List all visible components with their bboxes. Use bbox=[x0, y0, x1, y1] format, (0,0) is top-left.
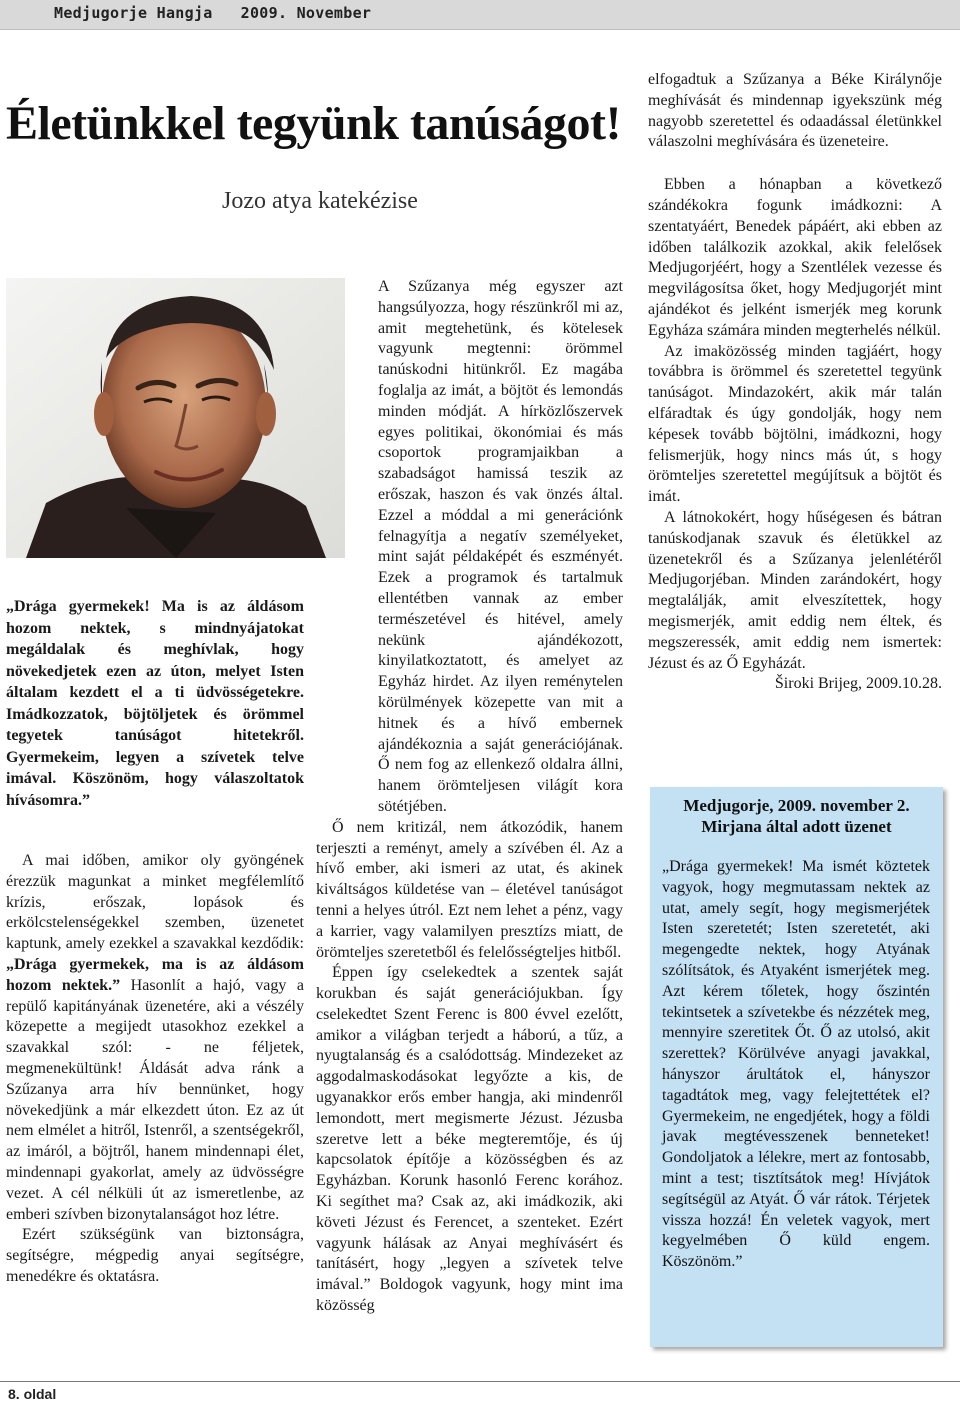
publication-header: Medjugorje Hangja 2009. November bbox=[54, 4, 372, 22]
quote-bold: „Drága gyermekek, ma is az áldásom hozom nektek.” bbox=[6, 955, 304, 994]
message-box-title bbox=[650, 795, 943, 837]
paragraph-text: Hasonlít a hajó, vagy a repülő kapitányának üzenetére, aki a vészély közepette a megijedt utasokhoz ezekkel a szavakkal szól: - ne féljetek, megmenekültünk! Áldását adva ránk a Szűzanya arra hív bennünket, hogy növekedjünk a már elkezdett úton. Ez az út nem elmélet a hitről, Istenről, a szentségekről, az imáról, a böjtről, hanem mindennapi élet, mindennapi gyakorlat, amely az üdvösségre vezet. A cél nélküli út az ismeretlenbe, az emberi szívben bizonytalanságot hoz létre. bbox=[6, 976, 304, 1223]
article-paragraph: Éppen így cselekedtek a szentek saját korukban és saját generációjukban. Így cselekedtet Szent Ferenc is 800 évvel ezelőtt, amikor a világban terjedt a háború, a tűz, a nyugtalanság és a csalódottság. Mindezeket az aggodalmaskodásokat legyőzte a kis, de ugyanakkor erős ember hangja, aki mindenről lemondott, mert megismerte Jézust. Jézusba szeretve lett a béke megteremtője, és új kapcsolatok építője a közösségben és az Egyházban. Korunk hasonló Ferenc korához. Ki segíthet ma? Csak az, aki imádkozik, aki követi Jézust és Ferencet, a szenteket. Ezért vagyunk hálásak az Anyai meghívásért és tanításért, hogy „legyen a szívetek telve imával.” Boldogok vagyunk, hogy mint ima közösség bbox=[316, 964, 623, 1315]
signature: Široki Brijeg, 2009.10.28. bbox=[774, 675, 942, 693]
article-paragraph: Az imaközösség minden tagjáért, hogy továbbra is örömmel és szeretettel tegyünk tanúságot. Mindazokért, akik már talán elfáradtak és úgy gondolják, hogy nem képesek tovább böjtölni, imádkozni, hogy felismerjük, hogy nincs más út, s hogy örömteljes szeretettel megújítsuk a böjtöt és imát. bbox=[648, 342, 942, 506]
column-right bbox=[648, 70, 942, 695]
column-middle bbox=[316, 277, 623, 1317]
column-middle-lead bbox=[378, 277, 623, 818]
article-paragraph bbox=[6, 851, 304, 1225]
portrait-photo-icon bbox=[6, 278, 345, 558]
article-paragraph: Ő nem kritizál, nem átkozódik, hanem terjeszti a reményt, amely a szívében él. Az a hívő ember, aki ismeri az utat, és akinek kiváltságos küldetése van – életével tanúságot tenni a helyes útról. Ezt nem lehet a pénz, vagy a karrier, vagy valamilyen presztízs miatt, de örömteljes szeretetből és felelősségteljes hitből. bbox=[316, 818, 623, 961]
article-title: Életünkkel tegyünk tanúságot! bbox=[6, 97, 621, 150]
article-subtitle: Jozo atya katekézise bbox=[222, 188, 418, 214]
page-number: 8. oldal bbox=[8, 1386, 57, 1402]
article-paragraph: elfogadtuk a Szűzanya a Béke Királynője meghívását és mindennap igyekszünk még nagyobb szeretettel és odaadással életünkkel válaszolni meghívására és üzeneteire. bbox=[648, 71, 942, 151]
message-box-title-line1: Medjugorje, 2009. november 2. bbox=[683, 796, 910, 815]
message-box-title-line2: Mirjana által adott üzenet bbox=[701, 817, 892, 836]
footer-divider bbox=[0, 1381, 960, 1382]
message-quote-bold: „Drága gyermekek! Ma is az áldásom hozom nektek, s mindnyájatokat megáldalak és meghívlak, hogy növekedjetek ezen az úton, melyet Isten általam kezdett el a ti üdvösségetekre. Imádkozzatok, böjtöljetek és örömmel tegyetek tanúságot hitetekről. Gyermekeim, legyen a szívetek telve imával. Köszönöm, hogy válaszoltatok hívásomra.” bbox=[6, 598, 304, 809]
message-box bbox=[650, 787, 943, 1347]
header-bar bbox=[0, 0, 960, 30]
paragraph-text: A mai időben, amikor oly gyöngének érezzük magunkat a minket megfélemlítő krízis, erőszak, lopások és erkölcstelenségekkel szemben, üzenetet kaptunk, amely ezekkel a szavakkal kezdődik: bbox=[6, 852, 304, 953]
article-paragraph: A látnokokért, hogy hűségesen és bátran tanúskodjanak szavuk és életükkel az üzenetekről és a Szűzanya jelenlétéről Medjugorjéban. Minden zarándokért, hogy megtalálják, amit elveszítettek, hogy megismerjék, amit eddig nem éltek, és megszeressék, amit eddig nem ismertek: Jézust és az Ő Egyházát. bbox=[648, 508, 942, 672]
article-paragraph: Ezért szükségünk van biztonságra, segítségre, mégpedig anyai segítségre, menedékre és oktatásra. bbox=[6, 1226, 304, 1285]
article-paragraph: Ebben a hónapban a következő szándékokra fogunk imádkozni: A szentatyáért, Benedek pápáért, aki ebben az időben találkozik azokkal, akik felelősek Medjugorjéért, hogy a Szentlélek vezesse és megvilágosítsa őket, hogy Medjugorjét mint ajándékot és jelként ismerjék meg korunk Egyháza számára minden megterhelés nélkül. bbox=[648, 176, 942, 339]
column-left bbox=[6, 596, 304, 1288]
article-paragraph: A Szűzanya még egyszer azt hangsúlyozza, hogy részünkről mi az, amit megtehetünk, és kötelesek vagyunk megtenni: örömmel tanúskodni hitünkről. Ez magába foglalja az imát, a böjtöt és lemondás minden módját. A hírközlőszervek egyes politikai, ökonómiai és más csoportok programjaikban a szabadságot hamissá teszik az erőszak, haszon és vak önzés által. Ezzel a móddal a mi generációnk felnagyítja a negatív személyeket, mint saját példaképét és eszményét. Ezek a programok és tartalmuk ellentétben vannak az ember természetével és hitével, amely nekünk ajándékozott, kinyilatkoztatott, és amelyet az Egyház hirdet. Az ilyen reménytelen körülmények közepette van mit a hitnek és a hívő embernek ajándékoznia a saját generációjának. Ő nem fog az ellenkező oldalra állni, hanem örömteljesen világít kora sötétjében. bbox=[378, 278, 623, 815]
message-box-text: „Drága gyermekek! Ma ismét köztetek vagyok, hogy megmutassam nektek az utat, amely segít, hogy megismerjétek Isten szeretetét; Isten szeretetét, aki megengedte nektek, hogy Atyának szólítsátok, és Atyaként ismerjétek meg. Azt kérem tőletek, hogy őszintén tekintsetek a szívetekbe és nézzétek meg, mennyire szeretitek Őt. Ő az utolsó, akit szerettek? Körülvéve anyagi javakkal, hányszor árultátok el, hányszor tagadtátok meg, vagy felejtettétek el? Gyermekeim, ne engedjétek, hogy a földi javak megtévesszenek benneteket! Gondoljatok a lélekre, mert az fontosabb, mint a test; tisztítsátok meg! Hívjátok segítségül az Atyát. Ő vár rátok. Térjetek vissza hozzá! Én veletek vagyok, mert kegyelmében Ő küld engem. Köszönöm.” bbox=[662, 858, 930, 1271]
portrait-photo bbox=[6, 278, 345, 558]
